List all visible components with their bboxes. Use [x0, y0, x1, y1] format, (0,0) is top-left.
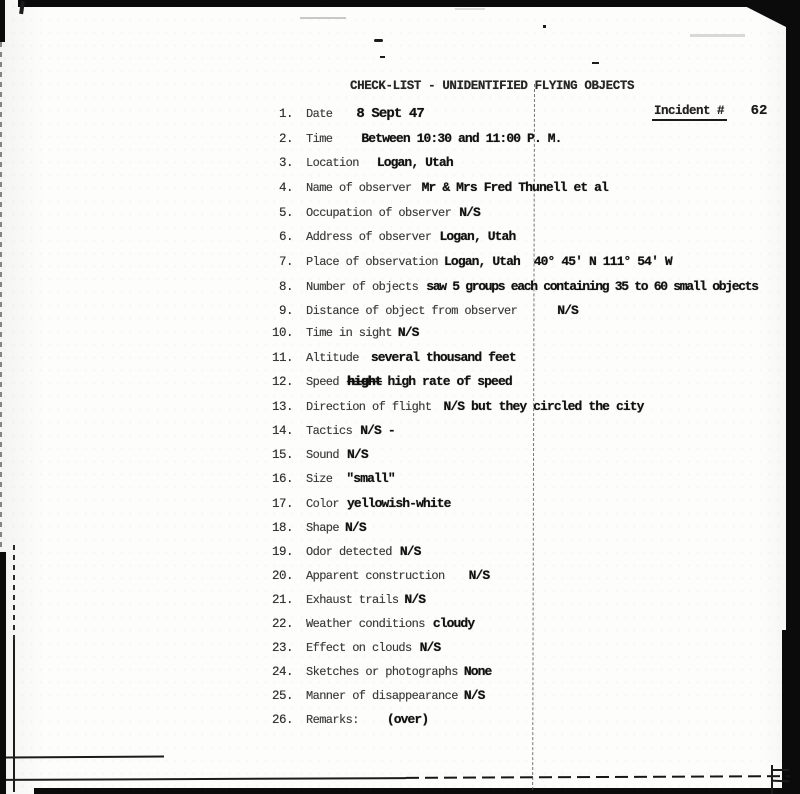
ink-speck [374, 39, 383, 42]
checklist-item [262, 348, 516, 363]
checklist-item [262, 372, 512, 387]
item-value: Logan, Utah [439, 229, 516, 244]
item-number: 17. [271, 497, 293, 511]
checklist-item [262, 397, 644, 412]
item-label: Manner of disappearance [306, 689, 458, 703]
checklist-item [262, 129, 562, 144]
item-number: 4. [278, 181, 293, 195]
item-number: 19. [271, 545, 293, 559]
scan-corner-mark [19, 1, 25, 14]
item-number: 18. [271, 521, 293, 535]
item-value: Between 10:30 and 11:00 P. M. [361, 131, 562, 146]
checklist-item [262, 542, 421, 557]
item-number: 11. [271, 351, 293, 365]
item-label: Color [306, 497, 340, 511]
checklist-item [262, 662, 491, 677]
item-number: 22. [271, 617, 293, 631]
item-number: 23. [271, 641, 293, 655]
incident-number-value: 62 [750, 103, 768, 119]
item-label: Remarks: [306, 713, 359, 727]
item-number: 14. [271, 424, 293, 438]
item-number: 1. [278, 107, 293, 121]
item-label: Speed [306, 375, 340, 389]
item-number: 5. [278, 206, 293, 220]
scan-top-edge [18, 0, 800, 7]
item-number: 15. [271, 448, 293, 462]
checklist-item [262, 178, 608, 193]
checklist-item [262, 494, 451, 509]
checklist-item [262, 518, 366, 533]
item-number: 9. [278, 304, 293, 318]
checklist-item [262, 686, 485, 701]
item-value: (over) [386, 712, 429, 727]
scan-left-edge-thin [0, 42, 2, 552]
item-number: 10. [271, 326, 293, 340]
item-label: Time in sight [306, 326, 392, 340]
item-value: high rate of speed [387, 374, 512, 389]
item-label: Number of objects [306, 280, 419, 294]
bottom-right-bracket-h1 [771, 769, 789, 771]
item-value: N/S [397, 325, 419, 340]
scan-smudge [300, 17, 346, 19]
item-number: 2. [278, 132, 293, 146]
ink-speck [592, 62, 599, 64]
item-value: N/S [468, 568, 490, 583]
ink-speck [543, 25, 546, 28]
item-label: Apparent construction [306, 569, 445, 583]
checklist-item [262, 323, 419, 338]
checklist-item [262, 203, 480, 218]
item-value: N/S - [360, 423, 395, 438]
item-value: several thousand feet [370, 350, 516, 365]
ink-speck [380, 56, 385, 58]
item-label: Effect on clouds [306, 641, 412, 655]
bottom-long-rule-right [406, 775, 790, 779]
item-value: N/S [459, 205, 480, 220]
item-value: N/S but they circled the city [443, 399, 644, 414]
item-label: Occupation of observer [306, 206, 452, 220]
incident-field [652, 101, 767, 119]
scan-right-edge [786, 0, 800, 794]
checklist-item [262, 614, 474, 629]
checklist-item [262, 277, 758, 292]
item-label: Size [306, 472, 333, 486]
scan-left-edge-top [0, 0, 5, 42]
item-label: Name of observer [306, 181, 412, 195]
item-value: N/S [419, 640, 441, 655]
document-title: CHECK-LIST - UNIDENTIFIED FLYING OBJECTS [350, 79, 635, 93]
item-label: Tactics [306, 424, 353, 438]
scan-bottom-edge [34, 788, 800, 794]
checklist-item [262, 421, 395, 436]
item-value: N/S [557, 303, 578, 318]
item-number: 25. [271, 689, 293, 703]
item-number: 8. [278, 280, 293, 294]
item-number: 3. [278, 156, 293, 170]
item-value: N/S [463, 688, 485, 703]
item-label: Direction of flight [306, 400, 432, 414]
item-label: Address of observer [306, 230, 432, 244]
item-label: Location [306, 156, 359, 170]
item-value: yellowish-white [347, 496, 451, 511]
item-value: 8 Sept 47 [356, 106, 424, 122]
item-label: Date [306, 107, 333, 121]
checklist-item [262, 104, 424, 122]
incident-number-label: Incident # [652, 104, 727, 121]
item-value-struck: hight [347, 374, 382, 389]
item-value: saw 5 groups each containing 35 to 60 small objects [426, 279, 758, 294]
item-value: N/S [399, 544, 421, 559]
item-label: Shape [306, 521, 340, 535]
item-value: None [463, 664, 492, 679]
item-number: 13. [271, 400, 293, 414]
item-number: 12. [271, 375, 293, 389]
scan-smudge [455, 8, 485, 10]
bottom-short-rule [6, 755, 164, 758]
checklist-item [262, 638, 440, 653]
item-number: 16. [271, 472, 293, 486]
item-label: Odor detected [306, 545, 392, 559]
checklist-item [262, 469, 395, 484]
bottom-long-rule-left [6, 777, 406, 781]
item-label: Sound [306, 448, 340, 462]
checklist-item [262, 301, 578, 316]
item-value: cloudy [432, 616, 475, 631]
item-number: 21. [271, 593, 293, 607]
scan-smudge [690, 34, 745, 37]
checklist-item [262, 252, 672, 267]
item-label: Place of observation [306, 255, 439, 269]
checklist-item [262, 445, 368, 460]
item-label: Distance of object from observer [306, 304, 518, 318]
item-number: 7. [278, 255, 293, 269]
checklist-item [262, 590, 425, 605]
margin-crease-dashed [13, 545, 15, 640]
item-label: Time [306, 132, 333, 146]
item-value: Mr & Mrs Fred Thunell et al [421, 180, 608, 195]
item-value: Logan, Utah 40° 45' N 111° 54' W [444, 254, 672, 269]
item-value: N/S [404, 592, 426, 607]
scan-top-right-wedge [733, 0, 788, 28]
item-number: 20. [271, 569, 293, 583]
checklist-item [262, 153, 453, 168]
item-number: 26. [271, 713, 293, 727]
item-number: 6. [278, 230, 293, 244]
item-value: Logan, Utah [376, 155, 453, 170]
item-value: N/S [347, 447, 368, 462]
item-label: Weather conditions [306, 617, 425, 631]
checklist-item [262, 566, 489, 581]
item-value: N/S [345, 520, 366, 535]
item-label: Exhaust trails [306, 593, 399, 607]
margin-crease-solid [13, 640, 15, 792]
item-label: Sketches or photographs [306, 665, 458, 679]
item-label: Altitude [306, 351, 359, 365]
item-value: "small" [346, 471, 395, 486]
checklist-item [262, 227, 515, 242]
checklist-item [262, 710, 428, 725]
bottom-right-bracket-h2 [771, 780, 789, 783]
item-number: 24. [271, 665, 293, 679]
